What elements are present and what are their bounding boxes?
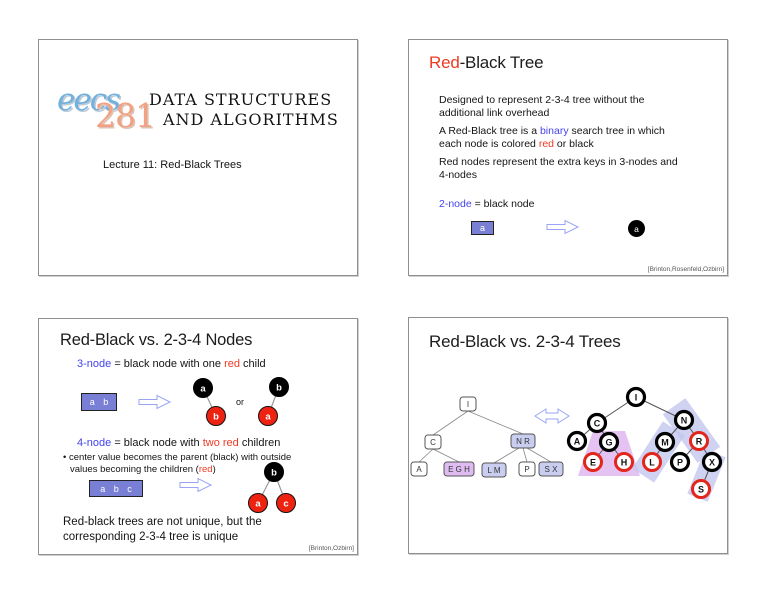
p4-2node: 2-node bbox=[439, 198, 472, 210]
logo-course-name bbox=[149, 90, 339, 130]
rb-label-H: H bbox=[620, 457, 628, 468]
box-I-label: I bbox=[466, 400, 470, 409]
lecture-subtitle: Lecture 11: Red-Black Trees bbox=[103, 159, 242, 171]
3node-tree-diagram bbox=[179, 372, 344, 434]
rb-label-I: I bbox=[634, 392, 638, 403]
t2-child-label: a bbox=[265, 411, 271, 423]
bullet-red: red bbox=[198, 464, 213, 475]
slide2-title-red: Red bbox=[429, 53, 460, 72]
rb-label-P: P bbox=[676, 457, 684, 468]
l2-tworead: two red bbox=[202, 437, 239, 449]
p2-binary: binary bbox=[539, 125, 569, 137]
l2-text2: children bbox=[238, 437, 281, 449]
l1-text: = black node with one bbox=[111, 358, 225, 370]
right-arrow-icon bbox=[138, 394, 172, 410]
t3-right-label: c bbox=[283, 498, 289, 510]
2node-key-box bbox=[471, 221, 494, 235]
t1-child-label: b bbox=[213, 411, 219, 423]
slide3-credit: [Brinton,Ozbirn] bbox=[308, 545, 354, 552]
t1-root-label: a bbox=[200, 383, 206, 395]
slide2-paragraph-4 bbox=[439, 198, 534, 211]
rb-label-R: R bbox=[695, 436, 703, 447]
p2-text2: search tree in which each node is colored bbox=[439, 125, 665, 150]
slide-red-black-tree bbox=[408, 39, 728, 276]
bullet-close: ) bbox=[212, 464, 216, 475]
l1-3node: 3-node bbox=[77, 358, 112, 370]
tree-red-black bbox=[569, 389, 726, 502]
4node-key-label: a b c bbox=[100, 483, 132, 494]
3node-variant-2 bbox=[259, 378, 289, 426]
rb-label-C: C bbox=[593, 418, 601, 429]
logo-281: 281 bbox=[95, 96, 155, 135]
right-arrow-icon bbox=[546, 219, 580, 235]
bullet-text: values becoming the children ( bbox=[70, 464, 199, 475]
slide3-footer: Red-black trees are not unique, but the corresponding 2-3-4 tree is unique bbox=[63, 516, 262, 543]
2node-key-label: a bbox=[479, 223, 485, 233]
p2-text3: or black bbox=[554, 137, 594, 150]
l1-text2: child bbox=[240, 358, 266, 370]
slide3-3node-line bbox=[77, 358, 266, 370]
slide-rb-vs-234-trees bbox=[408, 317, 728, 554]
p2-red: red bbox=[538, 137, 555, 150]
rb-label-A: A bbox=[573, 436, 581, 447]
slide2-paragraph-2 bbox=[439, 125, 681, 151]
slide2-credit: [Brinton,Rosenfeld,Ozbirn] bbox=[647, 266, 724, 273]
t3-root-label: b bbox=[271, 467, 277, 479]
4node-key-box bbox=[89, 480, 143, 497]
3node-key-box bbox=[81, 393, 117, 411]
double-arrow-icon bbox=[535, 409, 569, 423]
slide3-bullet-line1: • center value becomes the parent (black) with outside bbox=[63, 452, 292, 463]
l2-4node: 4-node bbox=[77, 437, 112, 449]
logo-line2: AND ALGORITHMS bbox=[163, 110, 339, 129]
rb-label-X: X bbox=[708, 457, 716, 468]
rb-label-G: G bbox=[605, 437, 613, 448]
t3-left-label: a bbox=[255, 498, 261, 510]
box-LM-label: L M bbox=[487, 466, 501, 475]
black-node-a-label: a bbox=[634, 223, 639, 234]
box-SX-label: S X bbox=[544, 465, 558, 474]
box-A-label: A bbox=[416, 465, 422, 474]
rb-label-N: N bbox=[680, 415, 688, 426]
or-label: or bbox=[236, 397, 245, 407]
slide2-title bbox=[429, 53, 543, 73]
tree-234 bbox=[411, 397, 563, 477]
rb-label-M: M bbox=[661, 437, 669, 448]
rb-label-S: S bbox=[697, 484, 705, 495]
l1-red: red bbox=[224, 358, 240, 370]
slide-rb-vs-234-nodes bbox=[38, 318, 358, 555]
slide3-4node-line bbox=[77, 437, 280, 449]
slide2-title-rest: -Black Tree bbox=[459, 53, 544, 72]
box-NR-label: N R bbox=[516, 437, 530, 446]
slide3-bullet-line2 bbox=[70, 464, 216, 475]
4node-tree-diagram bbox=[244, 457, 306, 517]
l2-text: = black node with bbox=[111, 437, 203, 449]
p4-text: = black node bbox=[471, 198, 535, 210]
3node-key-label: a b bbox=[89, 397, 109, 407]
slide-title bbox=[38, 39, 358, 276]
slide4-title: Red-Black vs. 2-3-4 Trees bbox=[429, 332, 621, 351]
slide2-paragraph-1: Designed to represent 2-3-4 tree without the additional link overhead bbox=[439, 94, 645, 119]
logo-eecs: eecs bbox=[57, 82, 119, 118]
slide3-title: Red-Black vs. 2-3-4 Nodes bbox=[60, 331, 253, 349]
logo-line1: DATA STRUCTURES bbox=[149, 90, 333, 109]
black-node-a bbox=[628, 220, 645, 237]
trees-comparison-diagram bbox=[409, 378, 727, 553]
3node-variant-1 bbox=[194, 379, 226, 426]
slide2-paragraph-3: Red nodes represent the extra keys in 3-nodes and 4-nodes bbox=[439, 156, 678, 181]
box-EGH-label: E G H bbox=[448, 465, 470, 474]
right-arrow-icon bbox=[179, 477, 213, 493]
box-C-label: C bbox=[430, 438, 436, 447]
rb-label-L: L bbox=[649, 457, 655, 468]
p2-text: A Red-Black tree is a bbox=[439, 125, 540, 137]
t2-root-label: b bbox=[276, 382, 282, 394]
rb-label-E: E bbox=[589, 457, 597, 468]
box-P-label: P bbox=[524, 465, 530, 474]
